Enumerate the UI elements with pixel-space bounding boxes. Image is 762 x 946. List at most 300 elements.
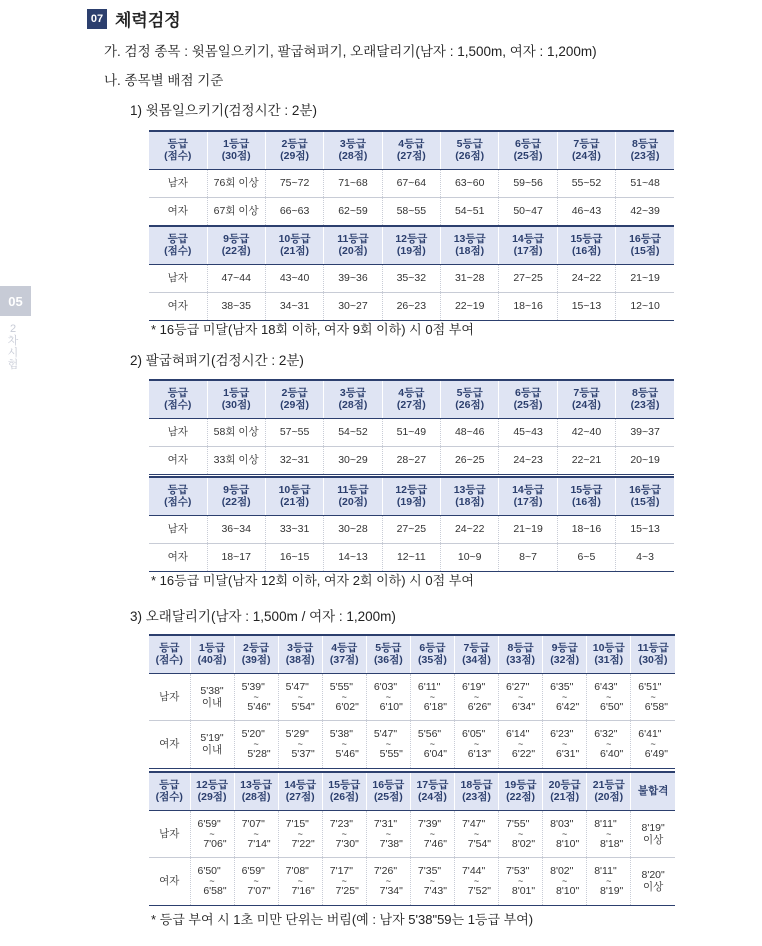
value-cell <box>190 673 234 720</box>
value-cell: 36~34 <box>207 515 265 543</box>
value-cell: 18~16 <box>499 292 557 320</box>
header-cell-line: 12등급 <box>395 233 428 246</box>
value-line: 이내 <box>201 744 223 756</box>
value-line: 5'29" <box>285 728 309 740</box>
value-line: ~ <box>297 876 303 886</box>
value-cell <box>366 673 410 720</box>
header-cell-line: (19점) <box>396 245 426 258</box>
value-cell <box>410 810 454 857</box>
value-line: 6'19" <box>461 680 486 693</box>
table-row <box>149 515 674 543</box>
header-cell-line: 15등급 <box>570 233 603 246</box>
value-cell: 12~11 <box>382 543 440 571</box>
value-cell: 24~22 <box>441 515 499 543</box>
header-cell-line: 12등급 <box>196 779 229 792</box>
header-cell-line: 7등급 <box>573 387 600 400</box>
value-line: 7'46" <box>423 837 447 850</box>
value-cell <box>410 857 454 905</box>
value-cell: 38~35 <box>207 292 265 320</box>
value-cell <box>631 857 675 905</box>
header-cell <box>454 635 498 673</box>
header-cell-line: (26점) <box>329 791 359 804</box>
value-cell: 15~13 <box>557 292 615 320</box>
header-cell-line: (18점) <box>455 245 485 258</box>
header-cell-line: 6등급 <box>514 387 542 400</box>
value-line: ~ <box>209 876 215 886</box>
header-cell <box>322 772 366 810</box>
value-line: 6'04" <box>423 748 447 760</box>
header-cell-line: (28점) <box>338 150 368 163</box>
header-cell <box>366 635 410 673</box>
header-cell <box>410 772 454 810</box>
header-cell-line: 2등급 <box>281 138 308 151</box>
header-cell <box>441 131 499 169</box>
value-line: 8'20" <box>641 869 665 881</box>
value-cell: 67~64 <box>382 169 440 197</box>
header-cell <box>322 635 366 673</box>
value-cell <box>499 673 543 720</box>
value-line: 5'46" <box>247 700 271 713</box>
value-line: 7'07" <box>247 885 271 897</box>
value-cell: 55~52 <box>557 169 615 197</box>
header-cell-line: (21점) <box>280 245 309 258</box>
value-cell: 59~56 <box>499 169 557 197</box>
value-cell <box>234 673 278 720</box>
header-cell-line: (19점) <box>396 496 426 509</box>
value-line: 6'50" <box>197 865 221 877</box>
row-label-cell: 여자 <box>149 857 190 905</box>
header-cell <box>499 131 557 169</box>
value-line: 이상 <box>642 881 664 893</box>
value-cell <box>543 673 587 720</box>
header-cell-line: (39점) <box>241 654 271 667</box>
header-cell-line: 8등급 <box>631 138 659 151</box>
value-cell: 6~5 <box>557 543 615 571</box>
header-cell-line: (33점) <box>506 654 535 667</box>
value-cell: 12~10 <box>616 292 674 320</box>
value-line: ~ <box>473 828 480 839</box>
table-row <box>149 543 674 571</box>
value-line: 5'46" <box>335 748 359 760</box>
header-cell-line: 20등급 <box>548 779 581 792</box>
value-cell <box>631 673 675 720</box>
value-line: 7'14" <box>247 837 271 850</box>
table-header-row <box>149 131 674 169</box>
value-line: 6'58" <box>644 700 668 713</box>
header-cell <box>410 635 454 673</box>
value-cell <box>278 673 322 720</box>
running-note: * 등급 부여 시 1초 미만 단위는 버림(예 : 남자 5'38"59는 1등급 부여) <box>151 912 534 927</box>
value-cell: 10~9 <box>441 543 499 571</box>
page-title: 체력검정 <box>115 11 181 30</box>
value-line: 6'41" <box>638 728 662 740</box>
header-cell <box>207 131 265 169</box>
value-cell <box>499 720 543 768</box>
header-cell-line: 6등급 <box>419 642 446 655</box>
table-header-row <box>149 380 674 418</box>
chapter-label: 2차시험 <box>7 323 19 371</box>
header-cell <box>324 226 382 264</box>
value-line: ~ <box>517 739 524 749</box>
value-cell: 58~55 <box>382 197 440 225</box>
header-cell-line: (25점) <box>373 791 403 804</box>
value-line: 5'55" <box>329 680 353 693</box>
header-cell <box>149 380 207 418</box>
table-row <box>149 720 675 768</box>
value-cell <box>543 810 587 857</box>
header-cell-line: 12등급 <box>395 484 428 497</box>
intro-items: 가. 검정 종목 : 윗몸일으키기, 팔굽혀펴기, 오래달리기(남자 : 1,500m, 여자 : 1,200m) <box>104 44 597 59</box>
row-label-cell: 남자 <box>149 418 207 446</box>
value-line: 6'03" <box>373 680 398 693</box>
value-line: 8'10" <box>555 885 580 897</box>
value-cell: 21~19 <box>616 264 674 292</box>
header-cell-line: (37점) <box>329 654 359 667</box>
header-cell-line: (27점) <box>396 399 426 412</box>
header-cell-line: (26점) <box>455 399 485 412</box>
header-cell <box>499 635 543 673</box>
value-cell: 30~28 <box>324 515 382 543</box>
header-cell-line: (점수) <box>155 791 183 804</box>
row-label-cell: 여자 <box>149 292 207 320</box>
value-line: 5'37" <box>291 748 315 760</box>
table-row <box>149 857 675 905</box>
header-cell-line: 4등급 <box>398 387 425 400</box>
value-cell <box>454 720 498 768</box>
situps-note: * 16등급 미달(남자 18회 이하, 여자 9회 이하) 시 0점 부여 <box>151 322 474 337</box>
header-cell-line: (25점) <box>513 150 543 163</box>
value-cell: 57~55 <box>265 418 323 446</box>
value-cell <box>366 857 410 905</box>
header-cell-line: 10등급 <box>278 233 311 246</box>
value-line: 7'16" <box>291 885 315 897</box>
header-cell <box>324 380 382 418</box>
header-cell-line: 6등급 <box>514 138 542 151</box>
header-cell-line: (22점) <box>221 496 251 509</box>
row-label-cell: 남자 <box>149 810 190 857</box>
value-line: ~ <box>429 739 436 749</box>
value-line: 6'13" <box>467 748 492 760</box>
value-cell: 35~32 <box>382 264 440 292</box>
value-cell <box>278 720 322 768</box>
value-line: ~ <box>606 876 612 886</box>
value-line: 7'07" <box>241 817 265 830</box>
header-cell-line: 11등급 <box>637 642 669 655</box>
header-cell <box>616 131 674 169</box>
header-cell-line: 3등급 <box>339 387 366 400</box>
row-label-cell: 여자 <box>149 720 190 768</box>
header-cell-line: 4등급 <box>331 642 358 655</box>
value-cell: 8~7 <box>499 543 557 571</box>
value-line: 6'18" <box>423 700 447 713</box>
value-cell <box>587 720 631 768</box>
value-line: 6'50" <box>600 700 624 713</box>
value-cell: 43~40 <box>265 264 323 292</box>
value-cell: 54~52 <box>324 418 382 446</box>
value-line: 5'20" <box>241 728 265 740</box>
value-cell: 24~22 <box>557 264 615 292</box>
value-cell: 21~19 <box>499 515 557 543</box>
value-cell <box>322 857 366 905</box>
value-line: 6'05" <box>461 728 486 740</box>
value-cell: 26~25 <box>441 446 499 474</box>
header-cell-line: (21점) <box>550 791 580 804</box>
value-line: 5'54" <box>291 700 315 713</box>
value-line: ~ <box>341 739 347 749</box>
header-cell-line: (20점) <box>594 791 624 804</box>
header-cell-line: 13등급 <box>453 233 486 246</box>
value-line: 6'02" <box>335 700 359 713</box>
header-cell <box>324 477 382 515</box>
header-cell-line: (26점) <box>455 150 485 163</box>
value-line: 5'38" <box>329 728 353 740</box>
header-cell <box>616 380 674 418</box>
header-cell-line: 21등급 <box>592 779 625 792</box>
value-cell <box>234 720 278 768</box>
header-cell-line: (점수) <box>164 399 192 412</box>
value-line: ~ <box>562 876 568 886</box>
header-cell-line: 등급 <box>167 484 188 497</box>
value-line: 5'47" <box>285 680 309 693</box>
value-cell: 51~49 <box>382 418 440 446</box>
header-cell <box>587 635 631 673</box>
value-line: 5'19" <box>200 732 224 744</box>
header-cell-line: 4등급 <box>398 138 425 151</box>
value-line: 7'39" <box>417 817 442 830</box>
value-line: ~ <box>385 828 391 839</box>
table-row <box>149 197 674 225</box>
value-line: 8'19" <box>600 885 624 897</box>
value-cell: 31~28 <box>441 264 499 292</box>
value-line: 7'22" <box>291 837 315 850</box>
header-cell <box>207 380 265 418</box>
value-line: ~ <box>341 691 347 702</box>
header-cell-line: 10등급 <box>592 642 625 655</box>
value-cell <box>499 857 543 905</box>
header-cell <box>149 635 190 673</box>
pushups-table-1 <box>149 379 674 475</box>
header-cell <box>587 772 631 810</box>
header-cell <box>366 772 410 810</box>
header-cell-line: 등급 <box>167 138 188 151</box>
header-cell <box>382 131 440 169</box>
value-line: 7'47" <box>461 817 486 830</box>
value-line: ~ <box>606 828 612 839</box>
value-cell <box>587 810 631 857</box>
header-cell-line: 13등급 <box>240 779 273 792</box>
row-label-cell: 여자 <box>149 197 207 225</box>
table-header-row <box>149 477 674 515</box>
header-cell <box>557 226 615 264</box>
value-line: 7'53" <box>506 865 530 877</box>
value-line: ~ <box>606 691 612 702</box>
header-cell <box>149 477 207 515</box>
value-cell <box>234 857 278 905</box>
value-cell: 22~19 <box>441 292 499 320</box>
value-line: 6'34" <box>511 700 536 713</box>
value-line: 6'10" <box>379 700 403 713</box>
value-line: 8'03" <box>550 817 574 830</box>
value-cell: 33회 이상 <box>207 446 265 474</box>
value-cell <box>410 673 454 720</box>
value-cell: 48~46 <box>441 418 499 446</box>
value-cell: 24~23 <box>499 446 557 474</box>
value-line: 6'51" <box>638 680 662 693</box>
value-cell <box>366 720 410 768</box>
value-line: ~ <box>562 739 568 749</box>
header-cell <box>149 772 190 810</box>
section-title-situps: 1) 윗몸일으키기(검정시간 : 2분) <box>130 103 317 118</box>
header-cell <box>499 477 557 515</box>
header-cell-line: 11등급 <box>337 233 369 246</box>
value-cell <box>631 810 675 857</box>
header-cell-line: 17등급 <box>416 779 449 792</box>
value-cell: 34~31 <box>265 292 323 320</box>
value-line: ~ <box>473 876 480 886</box>
value-cell: 66~63 <box>265 197 323 225</box>
value-cell: 27~25 <box>382 515 440 543</box>
running-table-2 <box>149 771 675 906</box>
value-line: 7'55" <box>506 817 530 830</box>
value-cell: 26~23 <box>382 292 440 320</box>
header-cell-line: 5등급 <box>456 138 483 151</box>
value-cell: 18~16 <box>557 515 615 543</box>
value-line: ~ <box>429 876 436 886</box>
value-line: ~ <box>341 828 347 839</box>
value-line: ~ <box>650 691 656 702</box>
header-cell <box>441 380 499 418</box>
row-label-cell: 남자 <box>149 264 207 292</box>
header-cell-line: 2등급 <box>243 642 270 655</box>
value-line: 6'26" <box>467 700 492 713</box>
header-cell <box>382 380 440 418</box>
header-cell <box>557 131 615 169</box>
header-cell-line: 13등급 <box>453 484 486 497</box>
table-header-row <box>149 772 675 810</box>
value-cell: 32~31 <box>265 446 323 474</box>
header-cell-line: (22점) <box>506 791 535 804</box>
header-cell-line: (30점) <box>221 399 251 412</box>
row-label-cell: 남자 <box>149 673 190 720</box>
header-cell <box>149 226 207 264</box>
value-cell <box>190 720 234 768</box>
situps-table-2 <box>149 225 674 321</box>
header-cell <box>207 477 265 515</box>
header-cell <box>631 772 675 810</box>
value-line: 8'02" <box>511 837 536 850</box>
table-row <box>149 292 674 320</box>
value-cell: 4~3 <box>616 543 674 571</box>
table-row <box>149 169 674 197</box>
value-line: ~ <box>517 691 524 702</box>
value-line: 7'35" <box>417 865 442 877</box>
value-line: ~ <box>562 828 568 839</box>
header-cell-line: (점수) <box>164 150 192 163</box>
value-cell: 30~29 <box>324 446 382 474</box>
header-cell-line: (30점) <box>638 654 668 667</box>
header-cell-line: 1등급 <box>198 642 226 655</box>
header-cell-line: (23점) <box>462 791 491 804</box>
value-line: ~ <box>209 828 215 839</box>
value-cell: 28~27 <box>382 446 440 474</box>
running-table-1 <box>149 634 675 769</box>
header-cell-line: (28점) <box>338 399 368 412</box>
header-cell-line: 불합격 <box>637 785 669 798</box>
header-cell-line: 8등급 <box>631 387 659 400</box>
value-line: 6'42" <box>555 700 580 713</box>
value-cell: 45~43 <box>499 418 557 446</box>
header-cell <box>234 772 278 810</box>
header-cell-line: 14등급 <box>284 779 317 792</box>
chapter-tab[interactable]: 05 <box>0 286 31 316</box>
header-cell <box>616 226 674 264</box>
header-cell-line: (20점) <box>338 245 368 258</box>
value-line: ~ <box>562 691 568 702</box>
value-cell: 47~44 <box>207 264 265 292</box>
value-cell <box>543 720 587 768</box>
value-line: 6'32" <box>594 728 618 740</box>
value-line: ~ <box>253 739 259 749</box>
value-cell <box>499 810 543 857</box>
header-cell <box>265 477 323 515</box>
value-line: ~ <box>253 828 259 839</box>
header-cell-line: 14등급 <box>512 233 545 246</box>
value-line: ~ <box>429 828 436 839</box>
table-row <box>149 673 675 720</box>
row-label-cell: 여자 <box>149 543 207 571</box>
value-line: ~ <box>473 691 480 702</box>
value-line: 8'01" <box>511 885 536 897</box>
header-cell-line: (40점) <box>197 654 227 667</box>
header-cell-line: (17점) <box>513 496 543 509</box>
value-line: 6'40" <box>600 748 624 760</box>
header-cell-line: 16등급 <box>372 779 405 792</box>
value-line: 6'23" <box>550 728 574 740</box>
value-line: 7'23" <box>329 817 353 830</box>
value-line: ~ <box>297 691 303 702</box>
header-cell <box>557 477 615 515</box>
header-cell-line: (24점) <box>572 399 601 412</box>
value-cell <box>543 857 587 905</box>
value-line: ~ <box>297 828 303 839</box>
header-cell-line: 5등급 <box>375 642 402 655</box>
header-cell <box>149 131 207 169</box>
header-cell-line: 9등급 <box>551 642 578 655</box>
intro-criteria: 나. 종목별 배점 기준 <box>104 73 224 88</box>
value-line: 5'39" <box>241 680 265 693</box>
value-line: 7'06" <box>203 837 227 850</box>
value-cell: 20~19 <box>616 446 674 474</box>
section-title-running: 3) 오래달리기(남자 : 1,500m / 여자 : 1,200m) <box>130 609 396 624</box>
header-cell-line: 8등급 <box>507 642 534 655</box>
value-line: ~ <box>385 876 391 886</box>
header-cell <box>499 226 557 264</box>
header-cell-line: (29점) <box>280 150 309 163</box>
header-cell-line: (24점) <box>418 791 447 804</box>
value-cell: 15~13 <box>616 515 674 543</box>
value-cell: 18~17 <box>207 543 265 571</box>
header-cell-line: 등급 <box>167 233 188 246</box>
value-line: ~ <box>517 828 524 839</box>
header-cell-line: 11등급 <box>337 484 369 497</box>
value-line: 8'02" <box>550 865 574 877</box>
header-cell-line: (30점) <box>221 150 251 163</box>
value-cell: 62~59 <box>324 197 382 225</box>
value-cell <box>322 810 366 857</box>
value-line: 6'59" <box>197 817 221 830</box>
value-line: 5'38" <box>200 684 224 697</box>
value-line: 7'31" <box>373 817 398 830</box>
